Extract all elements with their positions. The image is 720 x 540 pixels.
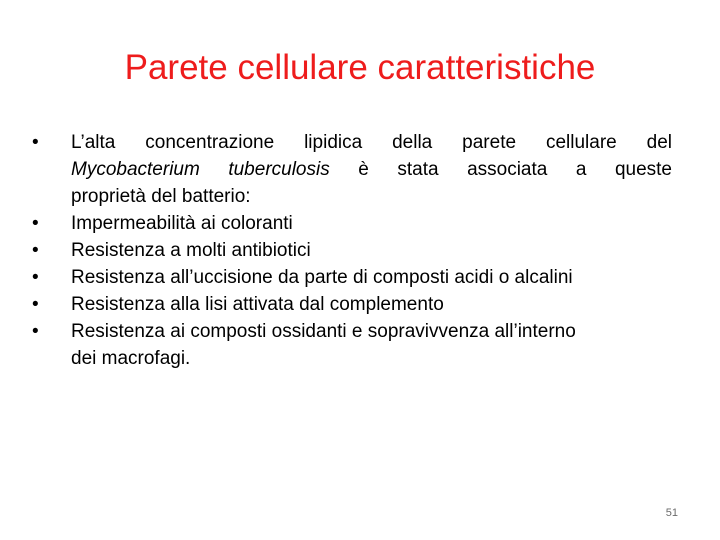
bullet-icon: • (32, 240, 39, 261)
bullet-icon: • (32, 294, 39, 315)
bullet-icon: • (32, 267, 39, 288)
last-item-line-1: Resistenza ai composti ossidanti e sopravivvenza all’interno (71, 321, 576, 342)
bullet-item (32, 210, 672, 237)
bullet-item-intro (32, 129, 672, 210)
bullet-item-last (32, 318, 672, 372)
organism-name: Mycobacterium tuberculosis (71, 159, 330, 180)
intro-line-2-rest: è stata associata a queste (329, 159, 672, 180)
page-number: 51 (665, 507, 678, 519)
intro-line-3: proprietà del batterio: (71, 186, 251, 207)
slide-title: Parete cellulare caratteristiche (124, 48, 596, 87)
intro-line-1: L’alta concentrazione lipidica della parete cellulare del (71, 132, 672, 153)
bullet-list (32, 129, 672, 372)
last-item-line-2: dei macrofagi. (71, 348, 191, 369)
slide-body (32, 129, 672, 372)
bullet-text: Resistenza alla lisi attivata dal complemento (71, 294, 444, 315)
bullet-item (32, 291, 672, 318)
bullet-text: Impermeabilità ai coloranti (71, 213, 293, 234)
bullet-text: Resistenza a molti antibiotici (71, 240, 311, 261)
intro-line-2 (71, 156, 672, 183)
bullet-item (32, 264, 672, 291)
bullet-item (32, 237, 672, 264)
bullet-icon: • (32, 213, 39, 234)
bullet-text: Resistenza all’uccisione da parte di composti acidi o alcalini (71, 267, 573, 288)
bullet-icon: • (32, 132, 39, 153)
bullet-icon: • (32, 321, 39, 342)
